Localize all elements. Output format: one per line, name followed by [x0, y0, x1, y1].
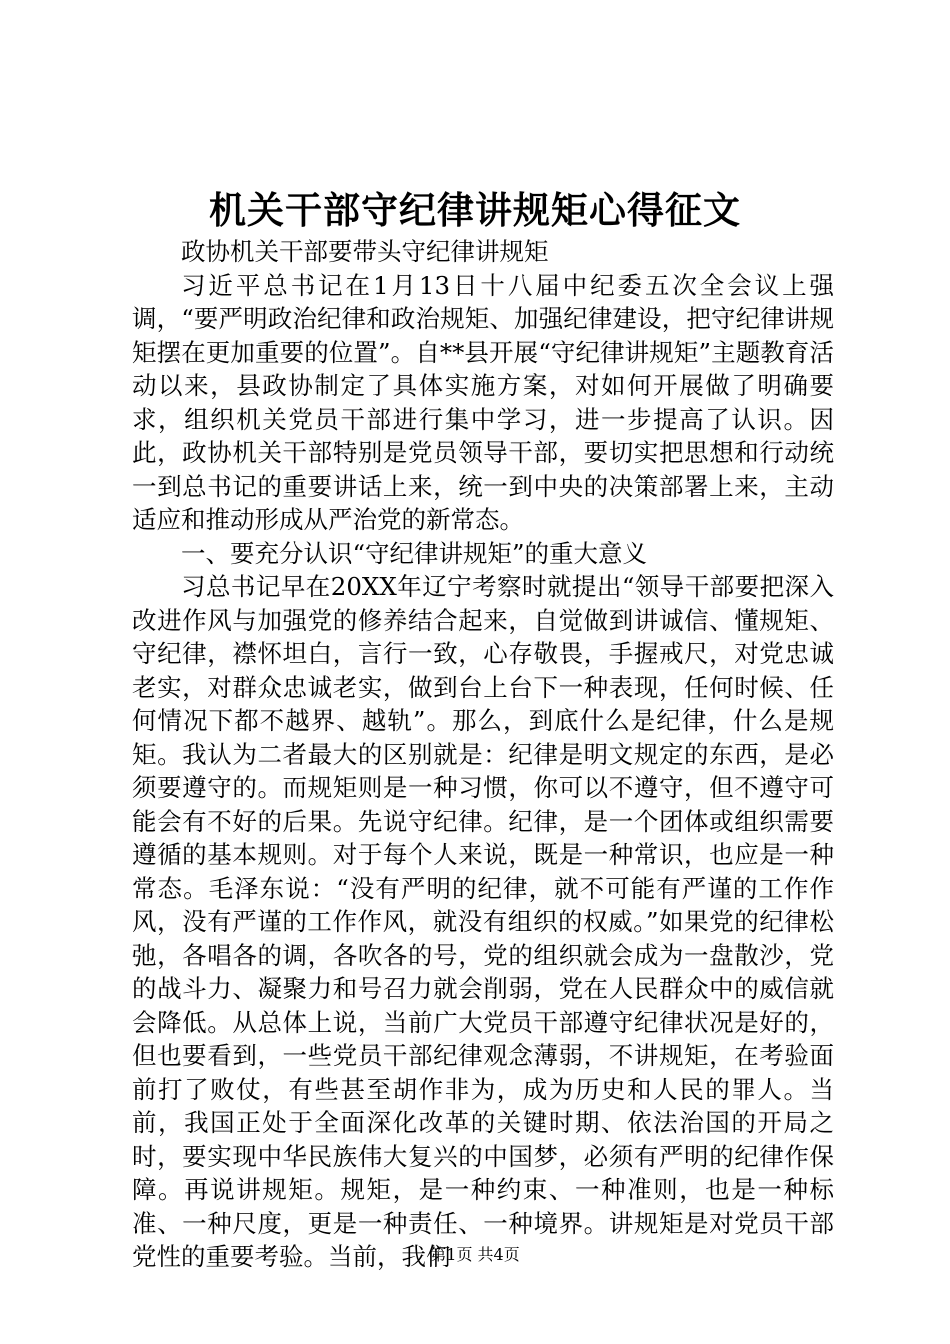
- document-title: 机关干部守纪律讲规矩心得征文: [209, 188, 741, 232]
- subtitle: 政协机关干部要带头守纪律讲规矩: [181, 237, 549, 266]
- page-number: 第1页 共4页: [430, 1245, 520, 1264]
- paragraph: 习总书记早在20XX年辽宁考察时就提出“领导干部要把深入改进作风与加强党的修养结合起来，自觉做到讲诚信、懂规矩、守纪律，襟怀坦白，言行一致，心存敬畏，手握戒尺，对党忠诚老实，对群众忠诚老实，做到台上台下一种表现，任何时候、任何情况下都不越界、越轨”。那么，到底什么是纪律，什么是规矩。我认为二者最大的区别就是：纪律是明文规定的东西，是必须要遵守的。而规矩则是一种习惯，你可以不遵守，但不遵守可能会有不好的后果。先说守纪律。纪律，是一个团体或组织需要遵循的基本规则。对于每个人来说，既是一种常识，也应是一种常态。毛泽东说：“没有严明的纪律，就不可能有严谨的工作作风，没有严谨的工作作风，就没有组织的权威。”如果党的纪律松弛，各唱各的调，各吹各的号，党的组织就会成为一盘散沙，党的战斗力、凝聚力和号召力就会削弱，党在人民群众中的威信就会降低。从总体上说，当前广大党员干部遵守纪律状况是好的，但也要看到，一些党员干部纪律观念薄弱，不讲规矩，在考验面前打了败仗，有些甚至胡作非为，成为历史和人民的罪人。当前，我国正处于全面深化改革的关键时期、依法治国的开局之时，要实现中华民族伟大复兴的中国梦，必须有严明的纪律作保障。再说讲规矩。规矩，是一种约束、一种准则，也是一种标准、一种尺度，更是一种责任、一种境界。讲规矩是对党员干部党性的重要考验。当前，我们: [132, 572, 834, 1271]
- document-body: [132, 235, 834, 1274]
- paragraph: 习近平总书记在1月13日十八届中纪委五次全会议上强调，“要严明政治纪律和政治规矩、加强纪律建设，把守纪律讲规矩摆在更加重要的位置”。自**县开展“守纪律讲规矩”主题教育活动以来，县政协制定了具体实施方案，对如何开展做了明确要求，组织机关党员干部进行集中学习，进一步提高了认识。因此，政协机关干部特别是党员领导干部，要切实把思想和行动统一到总书记的重要讲话上来，统一到中央的决策部署上来，主动适应和推动形成从严治党的新常态。: [132, 270, 834, 534]
- section-heading: 一、要充分认识“守纪律讲规矩”的重大意义: [181, 538, 648, 568]
